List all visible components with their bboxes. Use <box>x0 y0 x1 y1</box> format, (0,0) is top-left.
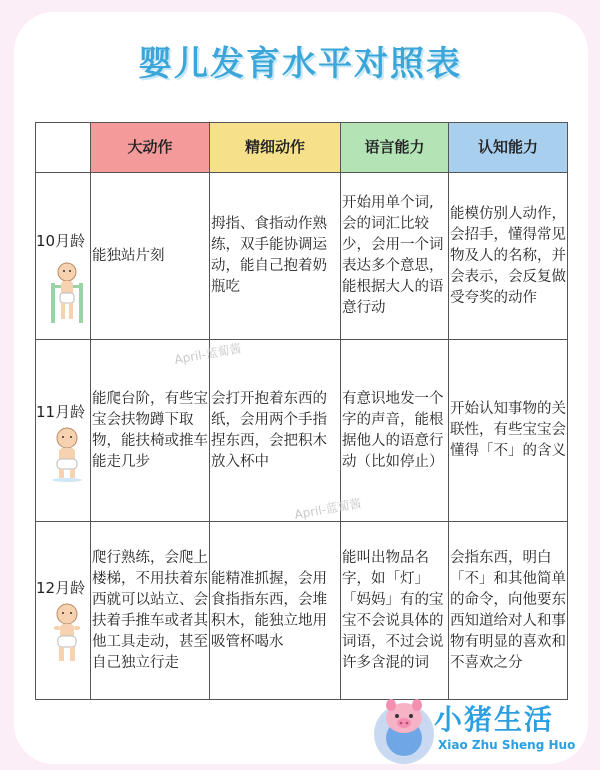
watermark: April-蓝蔔酱 <box>173 341 243 367</box>
baby-sitting-icon <box>50 426 84 482</box>
watermark: April-蓝蔔酱 <box>293 496 363 522</box>
age-cell <box>36 522 91 700</box>
fine-motor-cell: 拇指、食指动作熟练，双手能协调运动，能自己抱着奶瓶吃 <box>210 173 341 340</box>
age-label: 10月龄 <box>36 232 86 250</box>
cognition-cell: 能模仿别人动作，会招手，懂得常见物及人的名称，并会表示，会反复做受夸奖的动作 <box>449 173 568 340</box>
table-row <box>36 173 568 340</box>
age-cell <box>36 173 91 340</box>
gross-motor-cell: 能独站片刻 <box>91 173 210 340</box>
gross-motor-cell: 能爬台阶，有些宝宝会扶物蹲下取物，能扶椅或推车能走几步 <box>91 340 210 522</box>
header-cognition: 认知能力 <box>449 123 568 173</box>
development-table <box>35 122 568 700</box>
table-header-row <box>36 123 568 173</box>
baby-walking-icon <box>50 602 84 664</box>
gross-motor-cell: 爬行熟练，会爬上楼梯，不用扶着东西就可以站立、会扶着手推车或者其他工具走动，甚至自己独立行走 <box>91 522 210 700</box>
cognition-cell: 会指东西，明白「不」和其他简单的命令，向他要东西知道给对人和事物有明显的喜欢和不喜欢之分 <box>449 522 568 700</box>
brand-name: 小猪生活 <box>434 703 555 736</box>
table-row <box>36 340 568 522</box>
age-cell <box>36 340 91 522</box>
fine-motor-cell: 能精准抓握，会用食指指东西，会堆积木，能独立地用吸管杯喝水 <box>210 522 341 700</box>
age-label: 11月龄 <box>36 403 86 421</box>
header-gross-motor: 大动作 <box>91 123 210 173</box>
header-language: 语言能力 <box>341 123 449 173</box>
age-label: 12月龄 <box>36 579 86 597</box>
page-title: 婴儿发育水平对照表 <box>138 44 462 84</box>
brand-name-pinyin: Xiao Zhu Sheng Huo <box>438 738 576 752</box>
language-cell: 开始用单个词,会的词汇比较少，会用一个词表达多个意思，能根据大人的语意行动 <box>341 173 449 340</box>
table-row <box>36 522 568 700</box>
language-cell: 有意识地发一个字的声音，能根据他人的语意行动（比如停止） <box>341 340 449 522</box>
header-corner <box>36 123 91 173</box>
cognition-cell: 开始认知事物的关联性，有些宝宝会懂得「不」的含义 <box>449 340 568 522</box>
brand-logo <box>372 690 600 770</box>
fine-motor-cell: 会打开抱着东西的纸，会用两个手指捏东西，会把积木放入杯中 <box>210 340 341 522</box>
pig-logo-icon <box>372 690 436 768</box>
header-fine-motor: 精细动作 <box>210 123 341 173</box>
baby-standing-icon <box>50 261 84 325</box>
language-cell: 能叫出物品名字，如「灯」「妈妈」有的宝宝不会说具体的词语，不过会说许多含混的词 <box>341 522 449 700</box>
